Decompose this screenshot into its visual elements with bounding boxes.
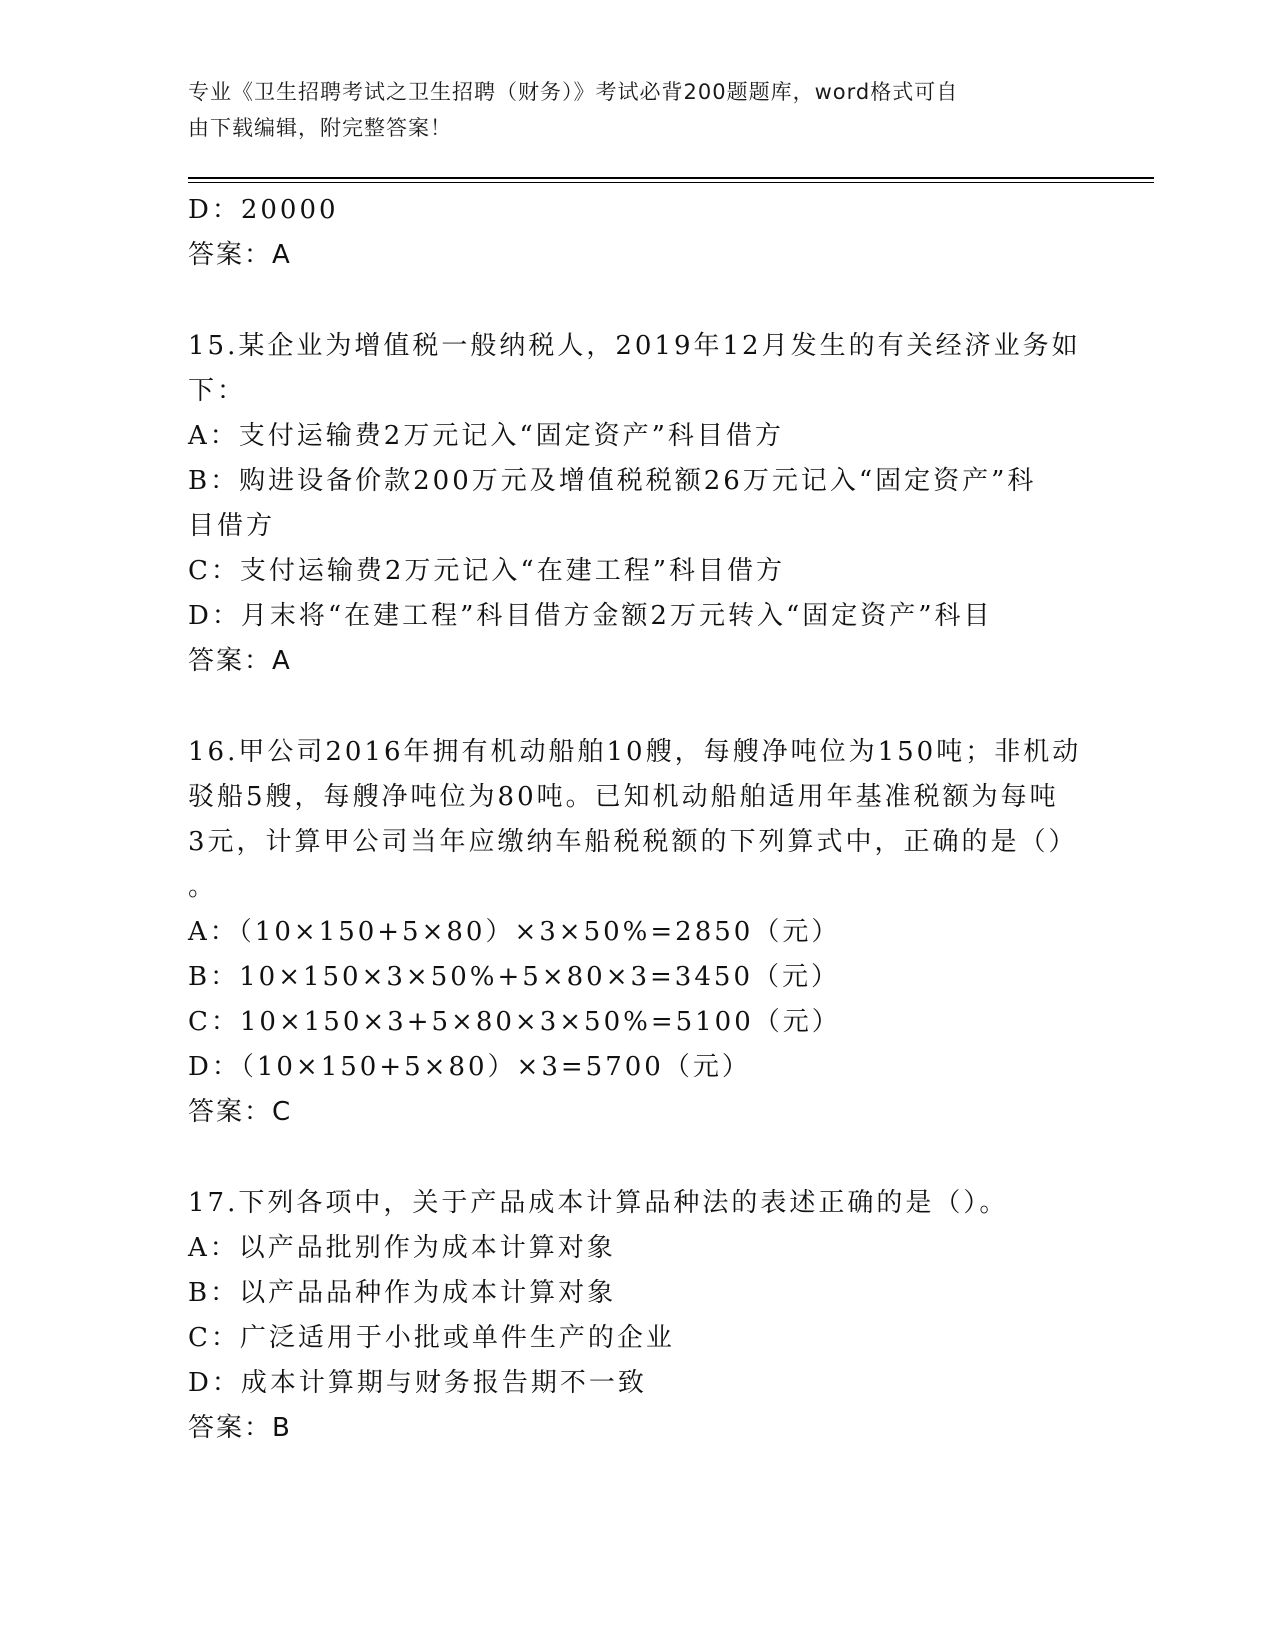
option-b-continuation: 目借方 [188,511,276,541]
option-a: A：支付运输费2万元记入“固定资产”科目借方 [188,421,784,451]
header-divider-thin [188,182,1154,183]
question-stem-line: 15.某企业为增值税一般纳税人，2019年12月发生的有关经济业务如 [188,331,1081,361]
question-stem-line: 。 [188,872,218,902]
spacer [188,278,1088,324]
previous-question-fragment [188,188,1088,278]
header-line-1: 专业《卫生招聘考试之卫生招聘（财务）》考试必背200题题库，word格式可自 [188,80,959,104]
option-d: D：（10×150+5×80）×3=5700（元） [188,1052,751,1082]
option-b: B：以产品品种作为成本计算对象 [188,1278,617,1308]
header-line-2: 由下载编辑，附完整答案！ [188,116,452,140]
question-stem-line: 17.下列各项中，关于产品成本计算品种法的表述正确的是（）。 [188,1188,1009,1218]
document-header [188,74,1068,146]
question-stem-line: 3元，计算甲公司当年应缴纳车船税税额的下列算式中，正确的是（） [188,827,1078,857]
answer-line: 答案：C [188,1097,293,1127]
option-b: B：购进设备价款200万元及增值税税额26万元记入“固定资产”科 [188,466,1037,496]
question-content [188,188,1088,1451]
question-15 [188,324,1088,684]
header-divider-thick [188,177,1154,179]
answer-line: 答案：B [188,1413,292,1443]
answer-line: 答案：A [188,240,292,270]
question-17 [188,1181,1088,1451]
spacer [188,684,1088,730]
question-stem-line: 16.甲公司2016年拥有机动船舶10艘，每艘净吨位为150吨；非机动 [188,737,1082,767]
option-c: C：10×150×3+5×80×3×50%=5100（元） [188,1007,841,1037]
option-d: D：20000 [188,195,339,225]
option-c: C：广泛适用于小批或单件生产的企业 [188,1323,675,1353]
option-d: D：成本计算期与财务报告期不一致 [188,1368,647,1398]
option-d: D：月末将“在建工程”科目借方金额2万元转入“固定资产”科目 [188,601,993,631]
option-c: C：支付运输费2万元记入“在建工程”科目借方 [188,556,786,586]
option-a: A：以产品批别作为成本计算对象 [188,1233,616,1263]
answer-line: 答案：A [188,646,292,676]
option-a: A：（10×150+5×80）×3×50%=2850（元） [188,917,841,947]
question-stem-line: 下： [188,376,247,406]
option-b: B：10×150×3×50%+5×80×3=3450（元） [188,962,840,992]
spacer [188,1135,1088,1181]
question-stem-line: 驳船5艘，每艘净吨位为80吨。已知机动船舶适用年基准税额为每吨 [188,782,1059,812]
question-16 [188,730,1088,1135]
